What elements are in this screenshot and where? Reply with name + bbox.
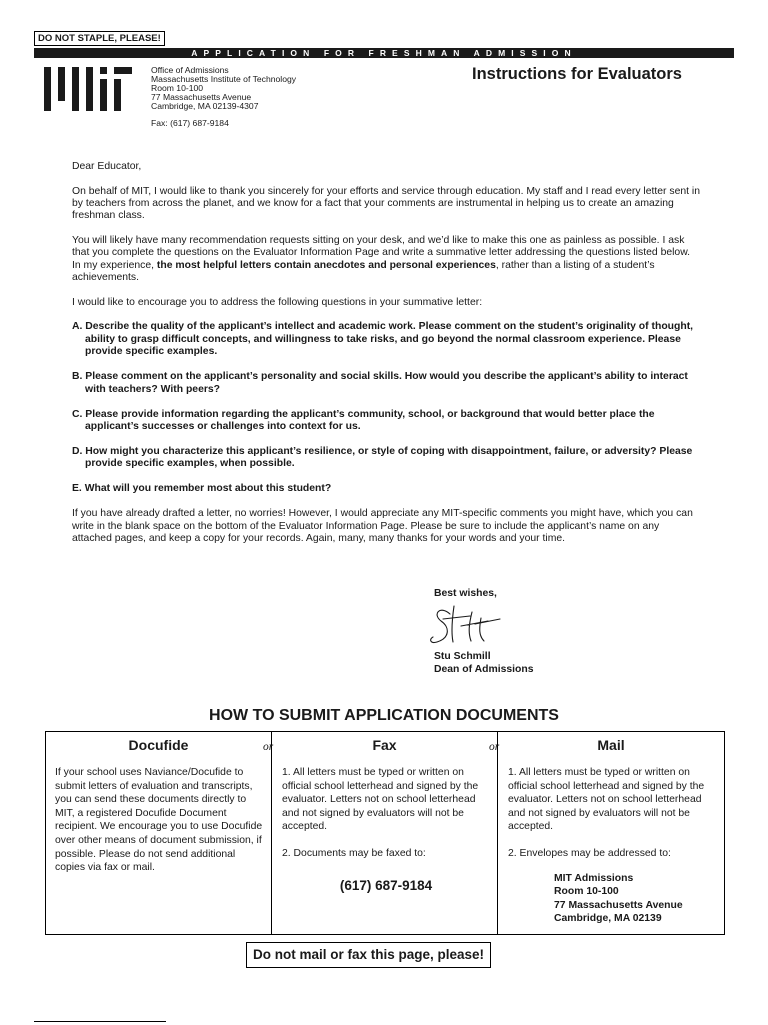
address-line: Room 10-100 bbox=[554, 886, 619, 898]
letter-paragraph bbox=[72, 235, 700, 285]
submission-methods-table bbox=[45, 731, 725, 935]
office-line: Massachusetts Institute of Technology bbox=[151, 74, 297, 85]
signature-image bbox=[428, 602, 502, 648]
office-line: Cambridge, MA 02139-4307 bbox=[151, 101, 259, 112]
application-header-bar: APPLICATION FOR FRESHMAN ADMISSION bbox=[34, 48, 734, 58]
do-not-mail-notice: Do not mail or fax this page, please! bbox=[246, 942, 491, 968]
docufide-column bbox=[55, 766, 263, 888]
address-line: Cambridge, MA 02139 bbox=[554, 913, 662, 925]
mit-logo bbox=[44, 67, 132, 111]
paragraph-emphasis: the most helpful letters contain anecdotes and personal experiences bbox=[156, 259, 496, 271]
page-title: Instructions for Evaluators bbox=[472, 65, 682, 83]
fax-number: (617) 687-9184 bbox=[339, 877, 433, 893]
address-line: 77 Massachusetts Avenue bbox=[554, 899, 683, 911]
fax-column bbox=[282, 766, 490, 892]
letter-paragraph: On behalf of MIT, I would like to thank you sincerely for your efforts and service through education. My staff and I read every letter sent in by teachers from across the planet, and we know for a fact that your comments are instrumental in helping us to create an amazing freshman class. bbox=[72, 185, 700, 222]
signer-name: Stu Schmill bbox=[434, 651, 491, 662]
salutation: Dear Educator, bbox=[72, 161, 142, 172]
paragraph-text: , rather than a listing of a student’s achievements. bbox=[72, 259, 655, 284]
question-d: D. How might you characterize this applicant’s resilience, or style of coping with disappointment, failure, or adversity? Please provide specific examples, when possible. bbox=[72, 446, 693, 470]
mail-item-2: 2. Envelopes may be addressed to: bbox=[508, 847, 671, 859]
fax-title: Fax bbox=[372, 737, 397, 753]
address-line: MIT Admissions bbox=[554, 872, 634, 884]
paragraph-text: You will likely have many recommendation requests sitting on your desk, and we’d like to make this one as painless as possible. I ask that you complete the questions on the Evaluator Information Page and write a summative letter addressing the questions listed below. In my experience, bbox=[72, 235, 691, 271]
letter-paragraph: I would like to encourage you to address the following questions in your summative letter: bbox=[72, 296, 483, 308]
column-divider bbox=[497, 732, 498, 934]
submit-heading: HOW TO SUBMIT APPLICATION DOCUMENTS bbox=[209, 707, 559, 724]
mail-address bbox=[554, 872, 716, 926]
do-not-staple-notice: DO NOT STAPLE, PLEASE! bbox=[34, 31, 165, 46]
column-divider bbox=[271, 732, 272, 934]
signer-block bbox=[434, 650, 534, 676]
fax-item-1: 1. All letters must be typed or written on official school letterhead and signed by the evaluator. Letters not on school letterhead and not signed by evaluators will not be accepted. bbox=[282, 767, 479, 833]
question-b: B. Please comment on the applicant’s personality and social skills. How would you describe the applicant’s ability to interact with teachers? With peers? bbox=[72, 371, 688, 395]
letter-paragraph: If you have already drafted a letter, no worries! However, I would appreciate any MIT-specific comments you might have, which you can write in the blank space on the bottom of the Evaluator Information Page. Please be sure to include the applicant’s name on any attached pages, and keep a copy for your records. Again, many, many thanks for your words and your time. bbox=[72, 508, 693, 545]
or-separator: or bbox=[263, 741, 274, 753]
office-line: Room 10-100 bbox=[151, 83, 204, 94]
question-c: C. Please provide information regarding the applicant’s community, school, or background that would better place the applicant’s successes or challenges into context for us. bbox=[72, 408, 655, 433]
office-line: Office of Admissions bbox=[151, 65, 229, 75]
mail-item-1: 1. All letters must be typed or written on official school letterhead and signed by the evaluator. Letters not on school letterhead and not signed by evaluators will not be accepted. bbox=[508, 767, 705, 833]
fax-item-2: 2. Documents may be faxed to: bbox=[282, 847, 426, 859]
docufide-title: Docufide bbox=[128, 737, 189, 753]
mail-title: Mail bbox=[597, 737, 625, 753]
question-a: A. Describe the quality of the applicant’s intellect and academic work. Please comment on the student’s originality of thought, ability to grasp difficult concepts, and willingness to take risks, and go beyond the normal classroom experience. Please provide specific examples. bbox=[72, 321, 694, 358]
letter-body bbox=[72, 161, 700, 558]
docufide-text: If your school uses Naviance/Docufide to submit letters of evaluation and transcripts, you can send these documents directly to MIT, a registered Docufide Document recipient. We encourage you to use Docufide over other means of document submission, if possible. Please do not send additional copies via fax or mail. bbox=[55, 767, 263, 874]
question-e: E. What will you remember most about this student? bbox=[72, 483, 332, 495]
footer-box-edge bbox=[34, 1021, 166, 1025]
office-fax: Fax: (617) 687-9184 bbox=[151, 118, 229, 129]
signer-title: Dean of Admissions bbox=[434, 664, 534, 675]
or-separator: or bbox=[489, 741, 500, 753]
mail-column bbox=[508, 766, 716, 926]
office-address bbox=[151, 66, 296, 129]
closing: Best wishes, bbox=[434, 588, 497, 599]
office-line: 77 Massachusetts Avenue bbox=[151, 92, 252, 103]
